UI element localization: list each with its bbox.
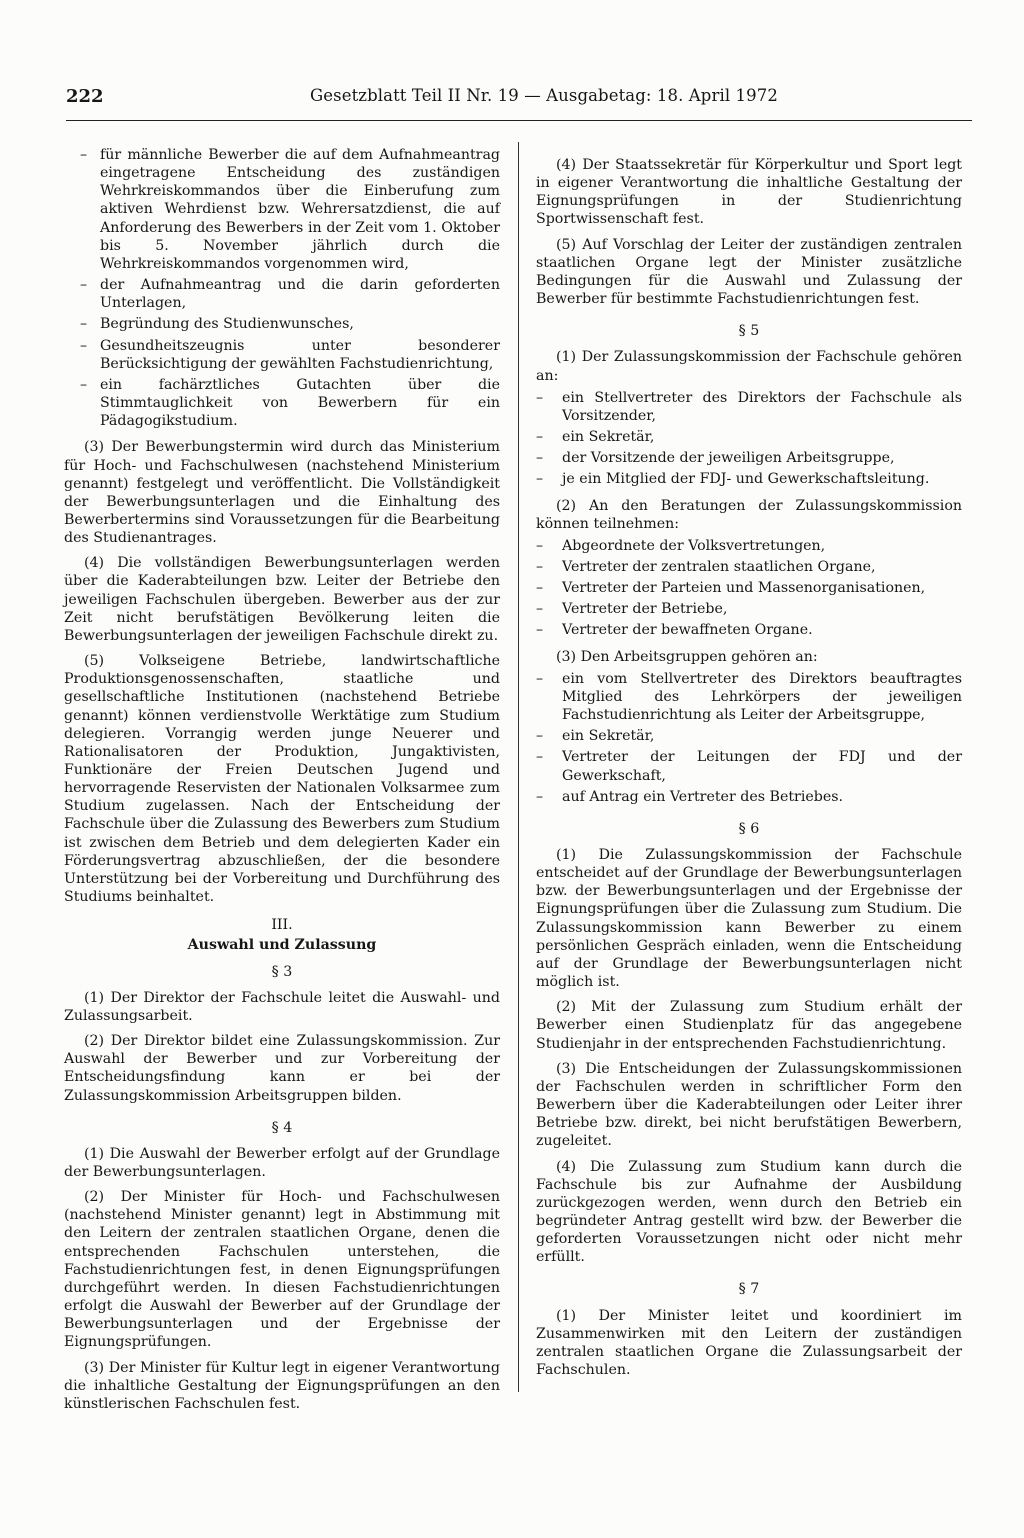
dash-marker: – <box>536 788 544 805</box>
paragraph: (5) Auf Vorschlag der Leiter der zuständigen zentralen staatlichen Organe legt der Minister zusätzliche Bedingungen für die Auswahl und Zulassung der Bewerber für bestimmte Fachstudienrichtungen fest. <box>536 236 962 308</box>
list-item-text: für männliche Bewerber die auf dem Aufnahmeantrag eingetragene Entscheidung des zuständigen Wehrkreiskommandos über die Einberufung zum aktiven Wehrdienst bzw. Wehrersatzdienst, die auf Anforderung des Bewerbers in der Zeit vom 1. Oktober bis 5. November jährlich durch die Wehrkreiskommandos vorgenommen wird, <box>100 147 500 272</box>
list-item <box>536 389 962 425</box>
list-item <box>536 727 962 745</box>
list-item-text: Vertreter der Parteien und Massenorganisationen, <box>562 580 926 597</box>
paragraph: (5) Volkseigene Betriebe, landwirtschaftliche Produktionsgenossenschaften, staatliche und gesellschaftliche Institutionen (nachstehend Betriebe genannt) können verdienstvolle Werktätige zum Studium delegieren. Vorrangig werden junge Neuerer und Rationalisatoren der Produktion, Jungaktivisten, Funktionäre der Freien Deutschen Jugend und hervorragende Reservisten der Nationalen Volksarmee zum Studium zugelassen. Nach der Entscheidung der Fachschule über die Zulassung des Bewerbers zum Studium ist zwischen dem Betrieb und dem delegierten Kader ein Förderungsvertrag abzuschließen, der die besondere Unterstützung bei der Vorbereitung und Durchführung des Studiums beinhaltet. <box>64 653 500 906</box>
paragraph: (2) Der Direktor bildet eine Zulassungskommission. Zur Auswahl der Bewerber und zur Vorbereitung der Entscheidungsfindung kann er bei der Zulassungskommission Arbeitsgruppen bilden. <box>64 1033 500 1104</box>
dash-marker: – <box>80 337 88 354</box>
list-item <box>64 315 500 333</box>
dash-marker: – <box>536 471 544 488</box>
list-item <box>536 621 962 639</box>
paragraph: (4) Die Zulassung zum Studium kann durch die Fachschule bis zur Aufnahme der Ausbildung zurückgezogen werden, wenn durch den Betrieb ein begründeter Antrag gestellt wird bzw. der Bewerber die geforderten Voraussetzungen nicht oder nicht mehr erfüllt. <box>536 1158 962 1266</box>
section-title: Auswahl und Zulassung <box>187 937 377 954</box>
list-item-text: ein fachärztliches Gutachten über die Stimmtauglichkeit von Bewerbern für ein Pädagogikstudium. <box>100 376 500 430</box>
paragraph: (1) Der Direktor der Fachschule leitet die Auswahl- und Zulassungsarbeit. <box>64 989 500 1024</box>
list-item-text: der Vorsitzende der jeweiligen Arbeitsgruppe, <box>562 450 895 467</box>
list-item-text: ein vom Stellvertreter des Direktors beauftragtes Mitglied des Lehrkörpers der jeweiligen Fachstudienrichtung als Leiter der Arbeitsgruppe, <box>562 670 962 724</box>
dash-marker: – <box>536 670 544 687</box>
list-item <box>536 428 962 446</box>
dash-marker: – <box>536 728 544 745</box>
list-item <box>64 276 500 312</box>
list-item-text: Vertreter der Leitungen der FDJ und der Gewerkschaft, <box>562 749 962 784</box>
list-item-text: der Aufnahmeantrag und die darin geforderten Unterlagen, <box>100 277 500 312</box>
list-item-text: Begründung des Studienwunsches, <box>100 316 354 333</box>
dash-marker: – <box>80 376 88 393</box>
paragraph: (3) Der Bewerbungstermin wird durch das Ministerium für Hoch- und Fachschulwesen (nachstehend Ministerium genannt) festgelegt und veröffentlicht. Die Vollständigkeit der Bewerbungsunterlagen und die Einhaltung des Bewerbertermins sind Voraussetzungen für die Bearbeitung des Studienantrages. <box>64 439 500 547</box>
paragraph: (3) Die Entscheidungen der Zulassungskommissionen der Fachschulen werden in schriftlicher Form den Bewerbern über die Kaderabteilungen oder Leiter ihrer Betriebe bzw. direkt, bei nicht berufstätigen Bewerbern, zugeleitet. <box>536 1060 962 1150</box>
list-item-text: Vertreter der Betriebe, <box>562 601 728 618</box>
paragraph: (2) Der Minister für Hoch- und Fachschulwesen (nachstehend Minister genannt) legt in Abstimmung mit den Leitern der zentralen staatlichen Organe, denen die entsprechenden Fachschulen unterstehen, die Fachstudienrichtungen fest, in denen Eignungsprüfungen durchgeführt werden. In diesen Fachstudienrichtungen erfolgt die Auswahl der Bewerber auf der Grundlage der Bewerbungsunterlagen und der Ergebnisse der Eignungsprüfungen. <box>64 1189 500 1351</box>
dash-marker: – <box>536 580 544 597</box>
list-item-text: Vertreter der bewaffneten Organe. <box>562 622 813 639</box>
paragraph-heading: § 5 <box>738 323 760 340</box>
paragraph: (1) Der Zulassungskommission der Fachschule gehören an: <box>536 349 962 384</box>
paragraph: (4) Der Staatssekretär für Körperkultur und Sport legt in eigener Verantwortung die inhaltliche Gestaltung der Eignungsprüfungen in der Studienrichtung Sportwissenschaft fest. <box>536 157 962 228</box>
paragraph: (3) Der Minister für Kultur legt in eigener Verantwortung die inhaltliche Gestaltung der Eignungsprüfungen an den künstlerischen Fachschulen fest. <box>64 1359 500 1412</box>
dash-marker: – <box>80 147 88 163</box>
paragraph-heading: § 7 <box>738 1281 760 1298</box>
list-item <box>536 537 962 555</box>
list-item-text: ein Stellvertreter des Direktors der Fachschule als Vorsitzender, <box>562 389 962 424</box>
list-item <box>536 579 962 597</box>
list-item <box>536 748 962 784</box>
list-item-text: Gesundheitszeugnis unter besonderer Berücksichtigung der gewählten Fachstudienrichtung, <box>100 337 500 372</box>
list-item <box>64 146 500 273</box>
list-item <box>536 558 962 576</box>
dash-marker: – <box>536 429 544 446</box>
dash-marker: – <box>80 277 88 294</box>
list-item-text: Abgeordnete der Volksvertretungen, <box>562 537 826 554</box>
paragraph: (2) Mit der Zulassung zum Studium erhält der Bewerber einen Studienplatz für das angegebene Studienjahr in der entsprechenden Fachstudienrichtung. <box>536 999 962 1052</box>
dash-marker: – <box>536 450 544 467</box>
left-column <box>64 146 500 1420</box>
dash-marker: – <box>536 537 544 554</box>
list-item-text: ein Sekretär, <box>562 429 655 446</box>
list-item <box>536 788 962 806</box>
paragraph: (1) Die Auswahl der Bewerber erfolgt auf der Grundlage der Bewerbungsunterlagen. <box>64 1145 500 1180</box>
paragraph: (2) An den Beratungen der Zulassungskommission können teilnehmen: <box>536 497 962 532</box>
page-number: 222 <box>66 86 104 107</box>
list-item <box>64 376 500 430</box>
dash-marker: – <box>536 389 544 406</box>
paragraph: (3) Den Arbeitsgruppen gehören an: <box>556 648 818 665</box>
right-column <box>536 156 962 1386</box>
section-number: III. <box>271 917 293 934</box>
paragraph: (4) Die vollständigen Bewerbungsunterlagen werden über die Kaderabteilungen bzw. Leiter der Betriebe den jeweiligen Fachschulen übergeben. Bewerber aus der zur Zeit nicht berufstätigen Bevölkerung leiten die Bewerbungsunterlagen der jeweiligen Fachschule direkt zu. <box>64 555 500 644</box>
list-item-text: je ein Mitglied der FDJ- und Gewerkschaftsleitung. <box>562 471 930 488</box>
list-item <box>536 670 962 724</box>
list-item <box>536 449 962 467</box>
paragraph-heading: § 6 <box>738 820 760 837</box>
dash-marker: – <box>536 622 544 639</box>
paragraph-heading: § 3 <box>271 963 293 980</box>
list-item <box>536 470 962 488</box>
list-item <box>536 600 962 618</box>
paragraph-heading: § 4 <box>271 1119 293 1136</box>
paragraph: (1) Die Zulassungskommission der Fachschule entscheidet auf der Grundlage der Bewerbungsunterlagen bzw. der Bewerbungsunterlagen und der Ergebnisse der Eignungsprüfungen über die Zulassung zum Studium. Die Zulassungskommission kann Bewerber zu einem persönlichen Gespräch einladen, wenn die Entscheidung auf der Grundlage der Bewerbungsunterlagen nicht möglich ist. <box>536 847 962 991</box>
dash-marker: – <box>536 558 544 575</box>
list-item <box>64 337 500 373</box>
dash-marker: – <box>536 601 544 618</box>
page-header <box>66 86 972 121</box>
list-item-text: Vertreter der zentralen staatlichen Organe, <box>562 558 876 575</box>
paragraph: (1) Der Minister leitet und koordiniert im Zusammenwirken mit den Leitern der zuständigen zentralen staatlichen Organe die Zulassungsarbeit der Fachschulen. <box>536 1307 962 1379</box>
dash-marker: – <box>80 316 88 333</box>
list-item-text: ein Sekretär, <box>562 728 655 745</box>
gazette-title: Gesetzblatt Teil II Nr. 19 — Ausgabetag: 18. April 1972 <box>310 86 778 105</box>
list-item-text: auf Antrag ein Vertreter des Betriebes. <box>562 788 844 805</box>
dash-marker: – <box>536 749 544 766</box>
column-divider <box>518 142 519 1392</box>
